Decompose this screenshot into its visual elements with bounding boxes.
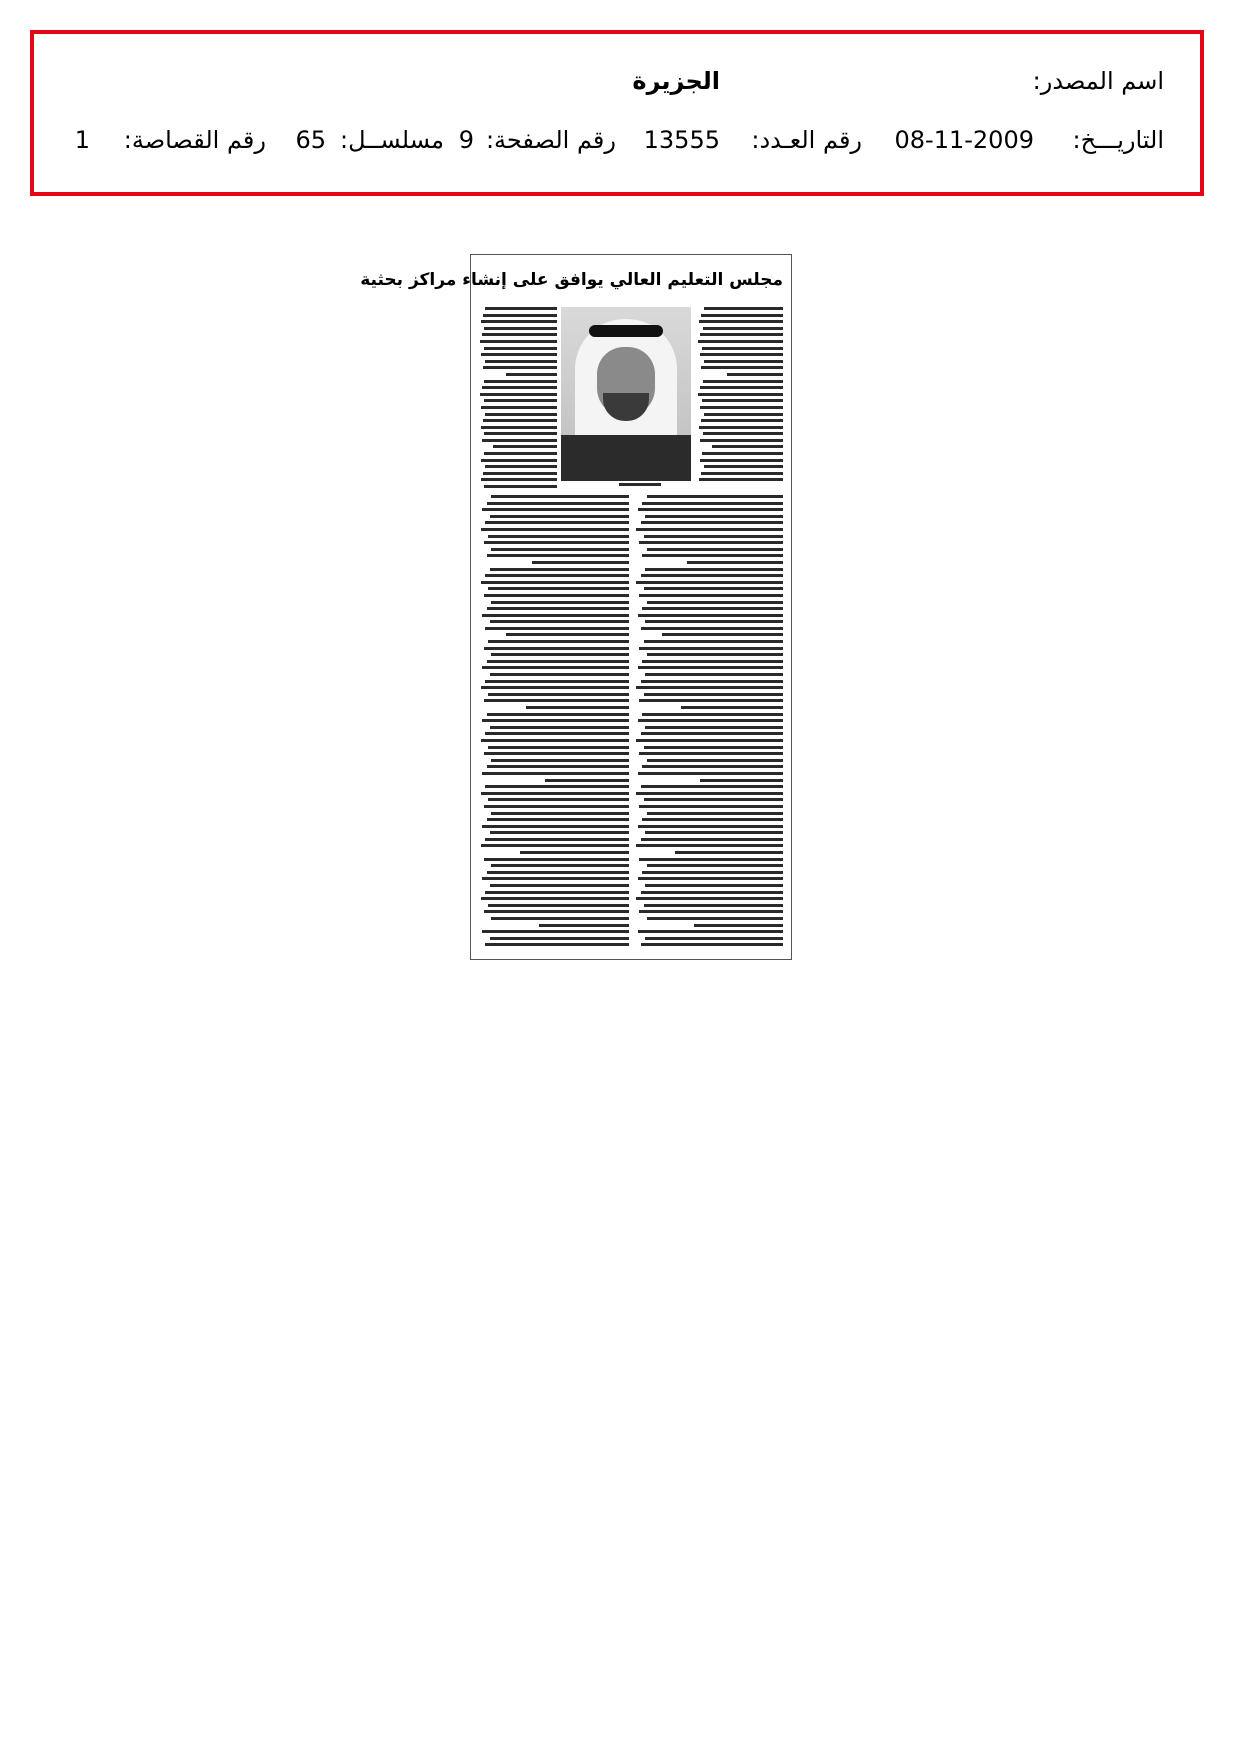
article-text-line xyxy=(712,445,783,448)
article-text-line xyxy=(641,574,783,577)
article-text-line xyxy=(662,633,783,636)
article-text-line xyxy=(639,594,783,597)
article-text-line xyxy=(703,432,783,435)
article-text-line xyxy=(700,406,783,409)
article-text-line xyxy=(481,686,630,689)
article-text-line xyxy=(647,495,783,498)
article-text-line xyxy=(698,393,783,396)
article-text-line xyxy=(490,831,630,834)
article-text-line xyxy=(481,792,630,795)
article-text-line xyxy=(481,320,557,323)
article-text-line xyxy=(484,858,630,861)
article-text-line xyxy=(700,386,783,389)
article-text-line xyxy=(484,594,630,597)
article-text-line xyxy=(484,327,557,330)
article-text-line xyxy=(641,838,783,841)
article-text-line xyxy=(485,574,629,577)
article-text-line xyxy=(702,347,783,350)
article-text-line xyxy=(636,686,783,689)
issue-value: 13555 xyxy=(643,126,720,154)
article-text-line xyxy=(532,561,630,564)
article-text-line xyxy=(482,825,629,828)
article-text-line xyxy=(639,858,783,861)
article-text-line xyxy=(647,548,783,551)
article-text-line xyxy=(642,871,783,874)
article-text-line xyxy=(644,587,783,590)
article-text-line xyxy=(702,399,783,402)
article-text-line xyxy=(639,752,783,755)
article-text-line xyxy=(727,373,783,376)
article-text-line xyxy=(482,719,629,722)
article-text-line xyxy=(700,439,783,442)
article-column-right-top xyxy=(697,307,783,487)
article-text-line xyxy=(647,917,783,920)
article-text-line xyxy=(701,314,783,317)
article-text-line xyxy=(639,541,783,544)
article-text-line xyxy=(491,495,629,498)
article-text-line xyxy=(487,554,630,557)
article-text-line xyxy=(484,452,557,455)
article-text-line xyxy=(638,666,783,669)
article-text-line xyxy=(642,554,783,557)
source-label: اسم المصدر: xyxy=(1032,67,1164,95)
article-text-line xyxy=(638,930,783,933)
page-value: 9 xyxy=(458,126,474,154)
article-text-line xyxy=(694,924,783,927)
article-text-line xyxy=(526,706,630,709)
article-text-line xyxy=(491,548,629,551)
article-column-right-bottom xyxy=(635,495,783,953)
photo-cloak-shape xyxy=(561,435,691,481)
article-text-line xyxy=(545,779,629,782)
article-text-line xyxy=(647,812,783,815)
article-text-line xyxy=(636,739,783,742)
article-text-line xyxy=(487,607,630,610)
portrait-photo xyxy=(561,307,691,481)
article-text-line xyxy=(481,459,557,462)
article-text-line xyxy=(675,851,783,854)
article-text-line xyxy=(701,419,783,422)
article-text-line xyxy=(481,844,630,847)
article-text-line xyxy=(636,792,783,795)
article-text-line xyxy=(644,798,783,801)
article-text-line xyxy=(491,653,629,656)
article-text-line xyxy=(485,732,629,735)
article-text-line xyxy=(491,601,629,604)
article-text-line xyxy=(481,739,630,742)
article-text-line xyxy=(481,478,557,481)
article-text-line xyxy=(644,535,783,538)
article-column-left-bottom xyxy=(479,495,629,953)
article-text-line xyxy=(647,864,783,867)
article-text-line xyxy=(481,353,557,356)
article-text-line xyxy=(506,373,557,376)
photo-caption-lines xyxy=(591,483,661,491)
article-text-line xyxy=(481,581,630,584)
source-value: الجزيرة xyxy=(632,67,720,95)
article-text-line xyxy=(481,897,630,900)
article-text-line xyxy=(644,746,783,749)
article-text-line xyxy=(483,472,557,475)
article-text-line xyxy=(639,699,783,702)
metadata-header-box xyxy=(30,30,1204,196)
article-column-left-top xyxy=(479,307,557,493)
article-text-line xyxy=(645,568,783,571)
article-text-line xyxy=(701,366,783,369)
article-text-line xyxy=(642,502,783,505)
article-text-line xyxy=(485,680,629,683)
article-text-line xyxy=(704,307,783,310)
article-text-line xyxy=(488,535,629,538)
article-text-line xyxy=(704,360,783,363)
article-text-line xyxy=(485,307,557,310)
article-text-line xyxy=(482,930,629,933)
article-text-line xyxy=(700,353,783,356)
article-text-line xyxy=(636,528,783,531)
article-text-line xyxy=(681,706,783,709)
article-text-line xyxy=(490,937,630,940)
article-text-line xyxy=(698,340,783,343)
article-text-line xyxy=(703,327,783,330)
article-text-line xyxy=(484,399,557,402)
article-text-line xyxy=(645,515,783,518)
article-text-line xyxy=(482,333,557,336)
article-text-line xyxy=(484,647,630,650)
article-text-line xyxy=(645,726,783,729)
article-text-line xyxy=(485,465,557,468)
article-text-line xyxy=(491,812,629,815)
article-text-line xyxy=(482,877,629,880)
article-text-line xyxy=(699,320,783,323)
article-text-line xyxy=(645,937,783,940)
article-text-line xyxy=(487,502,630,505)
article-text-line xyxy=(645,620,783,623)
article-text-line xyxy=(700,459,783,462)
article-text-line xyxy=(488,798,629,801)
article-text-line xyxy=(636,581,783,584)
article-text-line xyxy=(483,419,557,422)
article-text-line xyxy=(482,666,629,669)
article-text-line xyxy=(638,719,783,722)
article-text-line xyxy=(639,910,783,913)
serial-value: 65 xyxy=(295,126,326,154)
article-text-line xyxy=(485,627,629,630)
article-text-line xyxy=(490,515,630,518)
article-text-line xyxy=(484,752,630,755)
article-text-line xyxy=(645,831,783,834)
article-text-line xyxy=(490,568,630,571)
article-text-line xyxy=(485,521,629,524)
article-text-line xyxy=(482,386,557,389)
article-text-line xyxy=(700,779,783,782)
article-text-line xyxy=(644,693,783,696)
article-text-line xyxy=(638,614,783,617)
article-text-line xyxy=(484,432,557,435)
article-text-line xyxy=(483,366,557,369)
article-text-line xyxy=(702,452,783,455)
article-text-line xyxy=(644,640,783,643)
article-text-line xyxy=(641,627,783,630)
article-text-line xyxy=(642,660,783,663)
article-text-line xyxy=(644,904,783,907)
article-text-line xyxy=(488,640,629,643)
article-text-line xyxy=(704,465,783,468)
article-text-line xyxy=(480,340,557,343)
article-text-line xyxy=(506,633,629,636)
article-text-line xyxy=(700,333,783,336)
article-text-line xyxy=(487,660,630,663)
article-text-line xyxy=(485,891,629,894)
article-text-line xyxy=(539,924,629,927)
article-text-line xyxy=(487,713,630,716)
article-text-line xyxy=(493,445,557,448)
article-text-line xyxy=(704,413,783,416)
article-text-line xyxy=(482,439,557,442)
article-text-line xyxy=(639,647,783,650)
article-text-line xyxy=(641,680,783,683)
article-text-line xyxy=(482,508,629,511)
article-text-line xyxy=(642,607,783,610)
article-text-line xyxy=(484,541,630,544)
article-text-line xyxy=(638,825,783,828)
article-text-line xyxy=(484,380,557,383)
article-text-line xyxy=(490,673,630,676)
article-text-line xyxy=(481,528,630,531)
article-text-line xyxy=(480,393,557,396)
article-text-line xyxy=(638,508,783,511)
article-text-line xyxy=(482,614,629,617)
article-text-line xyxy=(641,732,783,735)
article-text-line xyxy=(484,910,630,913)
article-text-line xyxy=(642,818,783,821)
article-text-line xyxy=(699,426,783,429)
serial-label: مسلســل: xyxy=(340,126,444,154)
photo-agal-shape xyxy=(589,325,663,337)
article-text-line xyxy=(641,521,783,524)
article-text-line xyxy=(639,805,783,808)
clip-value: 1 xyxy=(74,126,90,154)
newspaper-clipping xyxy=(360,254,792,960)
article-headline: مجلس التعليم العالي يوافق على إنشاء مراكز بحثية xyxy=(360,270,783,290)
article-text-line xyxy=(647,653,783,656)
article-text-line xyxy=(701,472,783,475)
article-text-line xyxy=(645,884,783,887)
article-text-line xyxy=(491,917,629,920)
article-text-line xyxy=(490,884,630,887)
article-text-line xyxy=(647,601,783,604)
article-text-line xyxy=(488,904,629,907)
article-text-line xyxy=(491,864,629,867)
article-text-line xyxy=(483,314,557,317)
article-text-line xyxy=(488,693,629,696)
article-text-line xyxy=(485,785,629,788)
article-text-line xyxy=(487,818,630,821)
article-text-line xyxy=(482,772,629,775)
article-text-line xyxy=(485,360,557,363)
article-text-line xyxy=(481,406,557,409)
article-text-line xyxy=(484,485,557,488)
article-text-line xyxy=(687,561,783,564)
article-text-line xyxy=(485,943,629,946)
article-text-line xyxy=(485,413,557,416)
article-text-line xyxy=(638,877,783,880)
article-text-line xyxy=(641,785,783,788)
article-text-line xyxy=(645,673,783,676)
article-text-line xyxy=(636,844,783,847)
article-text-line xyxy=(699,478,783,481)
article-text-line xyxy=(484,347,557,350)
article-text-line xyxy=(485,838,629,841)
article-text-line xyxy=(488,746,629,749)
article-text-line xyxy=(647,759,783,762)
article-text-line xyxy=(490,726,630,729)
article-text-line xyxy=(642,765,783,768)
article-text-line xyxy=(488,587,629,590)
article-text-line xyxy=(487,871,630,874)
article-text-line xyxy=(520,851,630,854)
page-label: رقم الصفحة: xyxy=(485,126,616,154)
article-text-line xyxy=(642,713,783,716)
article-text-line xyxy=(487,765,630,768)
issue-label: رقم العـدد: xyxy=(751,126,862,154)
article-text-line xyxy=(491,759,629,762)
article-text-line xyxy=(636,897,783,900)
date-label: التاريـــخ: xyxy=(1072,126,1164,154)
date-value: 08-11-2009 xyxy=(894,126,1034,154)
clip-label: رقم القصاصة: xyxy=(123,126,266,154)
article-text-line xyxy=(641,891,783,894)
article-text-line xyxy=(638,772,783,775)
article-text-line xyxy=(484,699,630,702)
article-text-line xyxy=(490,620,630,623)
article-text-line xyxy=(481,426,557,429)
article-text-line xyxy=(484,805,630,808)
article-text-line xyxy=(703,380,783,383)
article-text-line xyxy=(641,943,783,946)
